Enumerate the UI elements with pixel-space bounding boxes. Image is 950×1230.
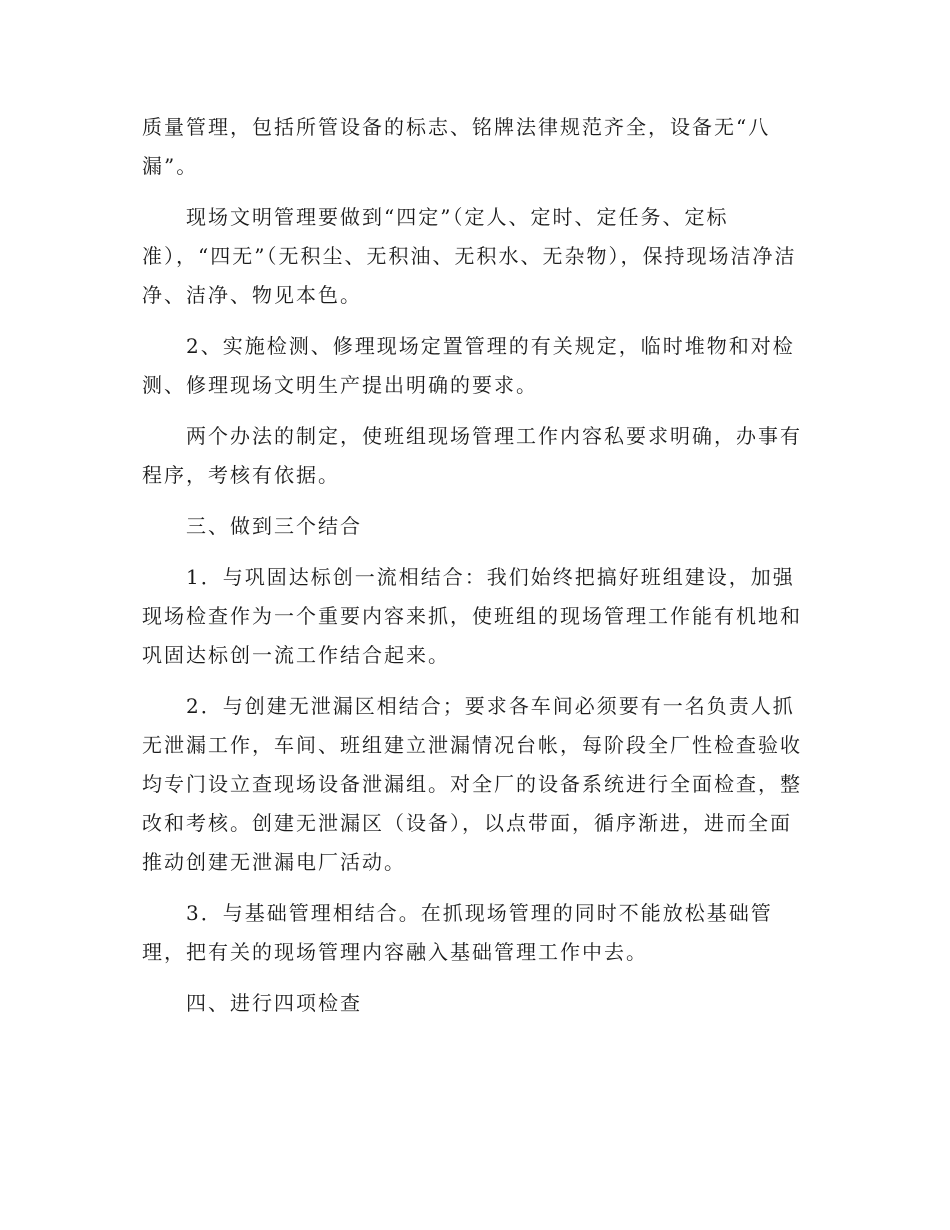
document-body (142, 108, 810, 1035)
paragraph-site-civilization: 现场文明管理要做到“四定”（定人、定时、定任务、定标准），“四无”（无积尘、无积油、无积水、无杂物），保持现场洁净洁净、洁净、物见本色。 (142, 205, 797, 307)
paragraph-item-2: 2、实施检测、修理现场定置管理的有关规定，临时堆物和对检测、修理现场文明生产提出明确的要求。 (142, 334, 795, 397)
paragraph-quality-management: 质量管理，包括所管设备的标志、铭牌法律规范齐全，设备无“八漏”。 (142, 115, 771, 178)
paragraph-combination-1: 1．与巩固达标创一流相结合：我们始终把搞好班组建设，加强现场检查作为一个重要内容来抓，使班组的现场管理工作能有机地和巩固达标创一流工作结合起来。 (142, 565, 802, 667)
paragraph-combination-2: 2．与创建无泄漏区相结合；要求各车间必须要有一名负责人抓无泄漏工作，车间、班组建立泄漏情况台帐，每阶段全厂性检查验收均专门设立查现场设备泄漏组。对全厂的设备系统进行全面检查，整改和考核。创建无泄漏区（设备），以点带面，循序渐进，进而全面推动创建无泄漏电厂活动。 (142, 694, 802, 874)
paragraph-combination-3: 3．与基础管理相结合。在抓现场管理的同时不能放松基础管理，把有关的现场管理内容融入基础管理工作中去。 (142, 901, 773, 964)
paragraph-two-methods: 两个办法的制定，使班组现场管理工作内容私要求明确，办事有程序，考核有依据。 (142, 424, 802, 487)
section-heading-four-inspections: 四、进行四项检查 (186, 991, 362, 1015)
section-heading-three-combinations: 三、做到三个结合 (186, 514, 362, 538)
